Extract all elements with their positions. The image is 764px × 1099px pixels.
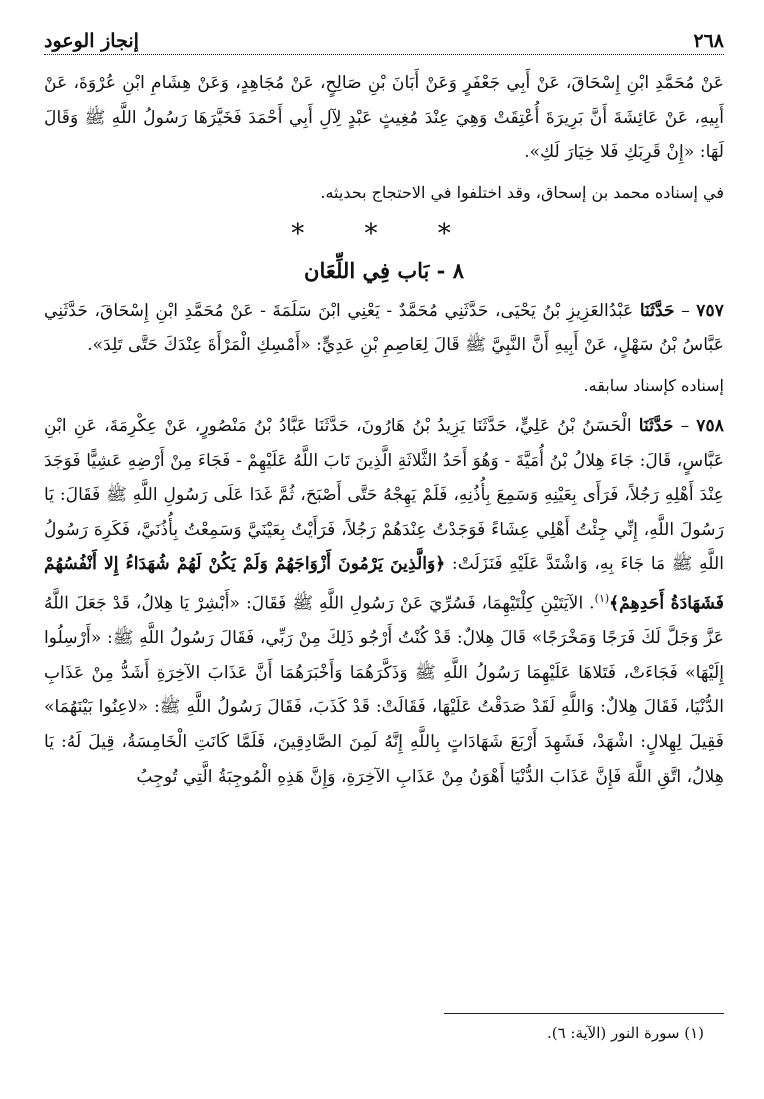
section-separator: * * * [291,218,477,249]
footnote-marker: (١) [594,591,610,605]
page-body [44,66,724,794]
quran-verse: ﴿وَالَّذِينَ يَرْمُونَ أَزْوَاجَهُمْ وَلَمْ يَكُنْ لَهُمْ شُهَدَاءُ إِلا أَنْفُسُهُمْ فَشَهَادَةُ أَحَدِهِمْ﴾ [44,554,724,614]
book-title: إنجاز الوعود [44,30,139,52]
hadith-758: ٧٥٨ – حَدَّثَنَا الْحَسَنُ بْنُ عَلِيٍّ، حَدَّثَنَا يَزِيدُ بْنُ هَارُونَ، حَدَّثَنَا عَبَّادُ بْنُ مَنْصُورٍ، عَنْ عِكْرِمَةَ، عَنِ ابْنِ عَبَّاسٍ، قَالَ: جَاءَ هِلالُ بْنُ أُمَيَّةَ - وَهُوَ أَحَدُ الثَّلاثَةِ الَّذِينَ تَابَ اللَّهُ عَلَيْهِمْ - فَجَاءَ مِنْ أَرْضِهِ عَشِيًّا فَوَجَدَ عِنْدَ أَهْلِهِ رَجُلاً، فَرَأَى بِعَيْنِهِ وَسَمِعَ بِأُذُنِهِ، فَلَمْ يَهِجْهُ حَتَّى أَصْبَحَ، ثُمَّ غَدَا عَلَى رَسُولِ اللَّهِ ﷺ فَقَالَ: يَا رَسُولَ اللَّهِ، إِنِّي جِئْتُ أَهْلِي عِشَاءً فَوَجَدْتُ عِنْدَهُمْ رَجُلاً، فَرَأَيْتُ بِعَيْنَيَّ وَسَمِعْتُ بِأُذُنَيَّ، فَكَرِهَ رَسُولُ اللَّهِ ﷺ مَا جَاءَ بِهِ، وَاشْتَدَّ عَلَيْهِ فَنَزَلَتْ: ﴿وَالَّذِينَ يَرْمُونَ أَزْوَاجَهُمْ وَلَمْ يَكُنْ لَهُمْ شُهَدَاءُ إِلا أَنْفُسُهُمْ فَشَهَادَةُ أَحَدِهِمْ﴾$^{(١)}$. الآيَتَيْنِ كِلْتَيْهِمَا، فَسُرِّيَ عَنْ رَسُولِ اللَّهِ ﷺ فَقَالَ: «أَبْشِرْ يَا هِلالُ، قَدْ جَعَلَ اللَّهُ عَزَّ وَجَلَّ لَكَ فَرَجًا وَمَخْرَجًا» قَالَ هِلالٌ: قَدْ كُنْتُ أَرْجُو ذَلِكَ مِنْ رَبِّي، فَقَالَ رَسُولُ اللَّهِ ﷺ: «أَرْسِلُوا إِلَيْهَا» فَجَاءَتْ، فَتَلاهَا عَلَيْهِمَا رَسُولُ اللَّهِ ﷺ وَذَكَّرَهُمَا وَأَخْبَرَهُمَا أَنَّ عَذَابَ الآخِرَةِ أَشَدُّ مِنْ عَذَابِ الدُّنْيَا، فَقَالَ هِلالٌ: وَاللَّهِ لَقَدْ صَدَقْتُ عَلَيْهَا، فَقَالَتْ: قَدْ كَذَبَ، فَقَالَ رَسُولُ اللَّهِ ﷺ: «لاعِنُوا بَيْنَهُمَا» فَقِيلَ لِهِلالٍ: اشْهَدْ، فَشَهِدَ أَرْبَعَ شَهَادَاتٍ بِاللَّهِ إِنَّهُ لَمِنَ الصَّادِقِينَ، فَلَمَّا كَانَتِ الْخَامِسَةُ، قِيلَ لَهُ: يَا هِلالُ، اتَّقِ اللَّهَ فَإِنَّ عَذَابَ الدُّنْيَا أَهْوَنُ مِنْ عَذَابِ الآخِرَةِ، وَإِنَّ هَذِهِ الْمُوجِبَةُ الَّتِي تُوجِبُ [44,415,724,787]
grading-note: إسناده كإسناد سابقه. [583,375,724,395]
hadith-number: ٧٥٨ [696,415,724,436]
hadith-opening: حَدَّثَنَا [639,300,675,321]
hadith-opening: حَدَّثَنَا [638,415,674,436]
hadith-text-continued: . الآيَتَيْنِ كِلْتَيْهِمَا، فَسُرِّيَ عَنْ رَسُولِ اللَّهِ ﷺ فَقَالَ: «أَبْشِرْ يَا هِلالُ، قَدْ جَعَلَ اللَّهُ عَزَّ وَجَلَّ لَكَ فَرَجًا وَمَخْرَجًا» قَالَ هِلالٌ: قَدْ كُنْتُ أَرْجُو ذَلِكَ مِنْ رَبِّي، فَقَالَ رَسُولُ اللَّهِ ﷺ: «أَرْسِلُوا إِلَيْهَا» فَجَاءَتْ، فَتَلاهَا عَلَيْهِمَا رَسُولُ اللَّهِ ﷺ وَذَكَّرَهُمَا وَأَخْبَرَهُمَا أَنَّ عَذَابَ الآخِرَةِ أَشَدُّ مِنْ عَذَابِ الدُّنْيَا، فَقَالَ هِلالٌ: وَاللَّهِ لَقَدْ صَدَقْتُ عَلَيْهَا، فَقَالَتْ: قَدْ كَذَبَ، فَقَالَ رَسُولُ اللَّهِ ﷺ: «لاعِنُوا بَيْنَهُمَا» فَقِيلَ لِهِلالٍ: اشْهَدْ، فَشَهِدَ أَرْبَعَ شَهَادَاتٍ بِاللَّهِ إِنَّهُ لَمِنَ الصَّادِقِينَ، فَلَمَّا كَانَتِ الْخَامِسَةُ، قِيلَ لَهُ: يَا هِلالُ، اتَّقِ اللَّهَ فَإِنَّ عَذَابَ الدُّنْيَا أَهْوَنُ مِنْ عَذَابِ الآخِرَةِ، وَإِنَّ هَذِهِ الْمُوجِبَةُ الَّتِي تُوجِبُ [44,593,724,787]
footnote-divider [444,1013,724,1014]
continued-hadith: عَنْ مُحَمَّدِ ابْنِ إِسْحَاقَ، عَنْ أَبِي جَعْفَرٍ وَعَنْ أَبَانَ بْنِ صَالِحٍ، عَنْ مُجَاهِدٍ، وَعَنْ هِشَامِ ابْنِ عُرْوَةَ، عَنْ أَبِيهِ، عَنْ عَائِشَةَ أَنَّ بَرِيرَةَ أُعْتِقَتْ وَهِيَ عِنْدَ مُغِيثٍ عَبْدٍ لِآلِ أَبِي أَحْمَدَ فَخَيَّرَهَا رَسُولُ اللَّهِ ﷺ وَقَالَ لَهَا: «إِنْ قَرِبَكِ فَلا خِيَارَ لَكِ». [44,73,724,163]
hadith-757: ٧٥٧ – حَدَّثَنَا عَبْدُالعَزِيزِ بْنُ يَحْيَى، حَدَّثَنِي مُحَمَّدٌ - يَعْنِي ابْنَ سَلَمَةَ - عَنْ مُحَمَّدِ ابْنِ إِسْحَاقَ، حَدَّثَنِي عَبَّاسُ بْنُ سَهْلٍ، عَنْ أَبِيهِ أَنَّ النَّبِيَّ ﷺ قَالَ لِعَاصِمِ بْنِ عَدِيٍّ: «أَمْسِكِ الْمَرْأَةَ عِنْدَكَ حَتَّى تَلِدَ». [44,300,724,356]
chapter-title: ٨ - بَاب فِي اللِّعَان [304,257,464,283]
hadith-text: عَبْدُالعَزِيزِ بْنُ يَحْيَى، حَدَّثَنِي مُحَمَّدٌ - يَعْنِي ابْنَ سَلَمَةَ - عَنْ مُحَمَّدِ ابْنِ إِسْحَاقَ، حَدَّثَنِي عَبَّاسُ بْنُ سَهْلٍ، عَنْ أَبِيهِ أَنَّ النَّبِيَّ ﷺ قَالَ لِعَاصِمِ بْنِ عَدِيٍّ: «أَمْسِكِ الْمَرْأَةَ عِنْدَكَ حَتَّى تَلِدَ». [44,300,724,356]
grading-note: في إسناده محمد بن إسحاق، وقد اختلفوا في الاحتجاج بحديثه. [320,182,724,202]
running-header [44,30,724,55]
hadith-text: الْحَسَنُ بْنُ عَلِيٍّ، حَدَّثَنَا يَزِيدُ بْنُ هَارُونَ، حَدَّثَنَا عَبَّادُ بْنُ مَنْصُورٍ، عَنْ عِكْرِمَةَ، عَنِ ابْنِ عَبَّاسٍ، قَالَ: جَاءَ هِلالُ بْنُ أُمَيَّةَ - وَهُوَ أَحَدُ الثَّلاثَةِ الَّذِينَ تَابَ اللَّهُ عَلَيْهِمْ - فَجَاءَ مِنْ أَرْضِهِ عَشِيًّا فَوَجَدَ عِنْدَ أَهْلِهِ رَجُلاً، فَرَأَى بِعَيْنِهِ وَسَمِعَ بِأُذُنِهِ، فَلَمْ يَهِجْهُ حَتَّى أَصْبَحَ، ثُمَّ غَدَا عَلَى رَسُولِ اللَّهِ ﷺ فَقَالَ: يَا رَسُولَ اللَّهِ، إِنِّي جِئْتُ أَهْلِي عِشَاءً فَوَجَدْتُ عِنْدَهُمْ رَجُلاً، فَرَأَيْتُ بِعَيْنَيَّ وَسَمِعْتُ بِأُذُنَيَّ، فَكَرِهَ رَسُولُ اللَّهِ ﷺ مَا جَاءَ بِهِ، وَاشْتَدَّ عَلَيْهِ فَنَزَلَتْ: [44,415,724,575]
hadith-number: ٧٥٧ [696,300,724,321]
page-number: ٢٦٨ [693,30,724,52]
footnote: (١) سورة النور (الآية: ٦). [546,1024,704,1042]
